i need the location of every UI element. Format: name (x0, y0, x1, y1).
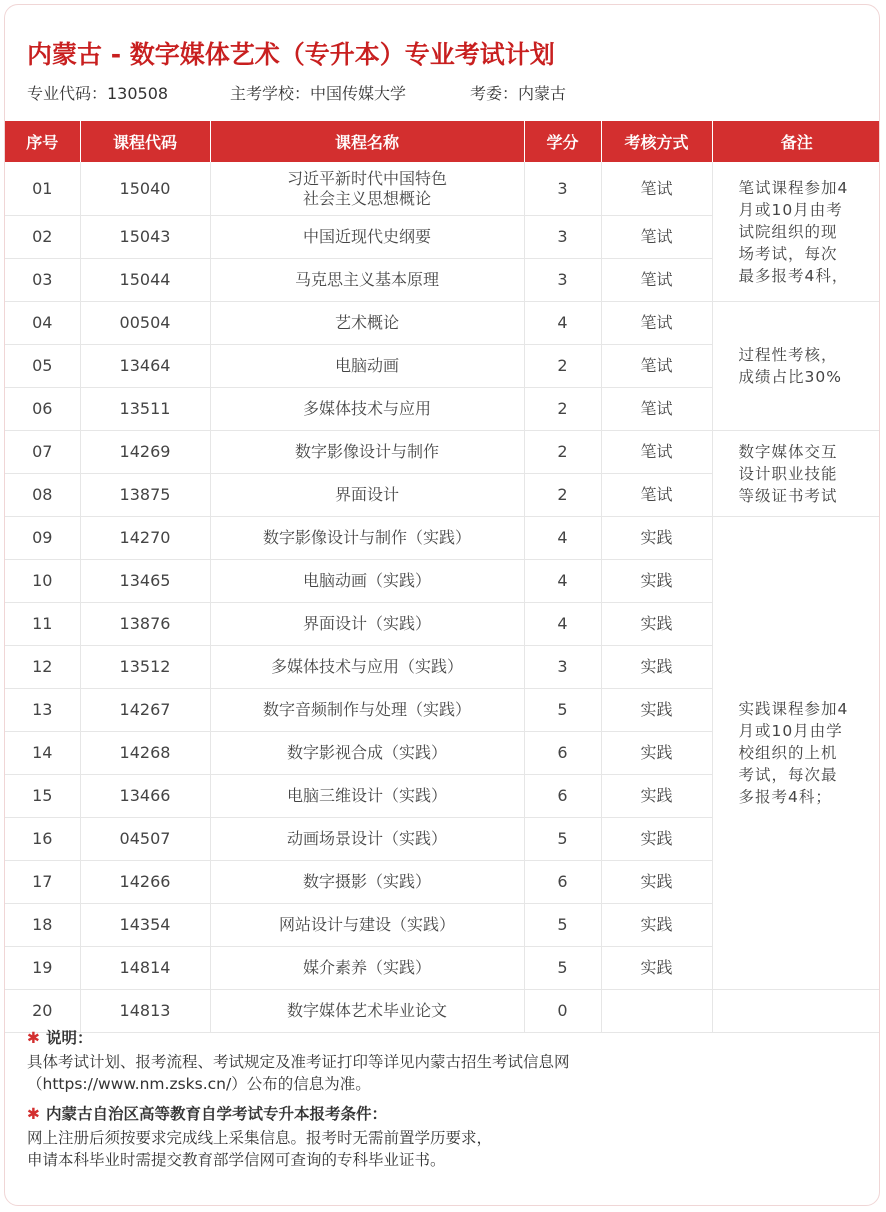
table-row (5, 431, 880, 474)
cell-method: 笔试 (601, 259, 712, 302)
remark-line: 笔试课程参加4 (738, 178, 849, 197)
cell-method: 实践 (601, 517, 712, 560)
cell-no: 08 (5, 474, 80, 517)
col-header-no: 序号 (5, 121, 80, 162)
cell-credit: 5 (524, 818, 601, 861)
cell-code: 14270 (80, 517, 210, 560)
col-header-remark: 备注 (712, 121, 880, 162)
table-row (5, 302, 880, 345)
cell-name: 电脑动画 (210, 345, 524, 388)
cell-method: 笔试 (601, 216, 712, 259)
cell-no: 13 (5, 689, 80, 732)
asterisk-icon: ✱ (27, 1105, 40, 1123)
cell-name: 数字媒体艺术毕业论文 (210, 990, 524, 1033)
cell-code: 13465 (80, 560, 210, 603)
remark-line: 最多报考4科， (738, 266, 849, 285)
cell-method: 实践 (601, 947, 712, 990)
cell-credit: 3 (524, 646, 601, 689)
cell-no: 11 (5, 603, 80, 646)
remark-line: 校组织的上机 (738, 744, 838, 762)
cell-name: 电脑三维设计（实践） (210, 775, 524, 818)
cell-no: 15 (5, 775, 80, 818)
cell-code: 15043 (80, 216, 210, 259)
cell-code: 13876 (80, 603, 210, 646)
table-row (5, 162, 880, 216)
cell-name: 马克思主义基本原理 (210, 259, 524, 302)
course-table (5, 121, 880, 1033)
cell-name (210, 162, 524, 216)
cell-code: 13466 (80, 775, 210, 818)
cell-no: 03 (5, 259, 80, 302)
cell-credit: 4 (524, 603, 601, 646)
cell-method: 实践 (601, 689, 712, 732)
cell-method: 实践 (601, 818, 712, 861)
remark-line: 数字媒体交互 (738, 442, 838, 461)
cell-credit: 5 (524, 689, 601, 732)
cell-credit: 5 (524, 904, 601, 947)
cell-credit: 2 (524, 431, 601, 474)
cell-name-line: 社会主义思想概论 (302, 188, 431, 208)
cell-name: 数字影像设计与制作（实践） (210, 517, 524, 560)
cell-code: 14269 (80, 431, 210, 474)
remark-line: 月或10月由考 (738, 200, 843, 219)
cell-credit: 5 (524, 947, 601, 990)
cell-no: 19 (5, 947, 80, 990)
cell-name: 多媒体技术与应用（实践） (210, 646, 524, 689)
cell-no: 02 (5, 216, 80, 259)
cell-code: 14354 (80, 904, 210, 947)
cell-no: 01 (5, 162, 80, 216)
cell-credit: 6 (524, 861, 601, 904)
cell-remark (712, 517, 880, 990)
table-header-row (5, 121, 880, 162)
cell-code: 04507 (80, 818, 210, 861)
cell-name: 界面设计 (210, 474, 524, 517)
cell-method: 笔试 (601, 388, 712, 431)
remark-line: 月或10月由学 (738, 722, 843, 740)
cell-credit: 4 (524, 517, 601, 560)
cell-credit: 3 (524, 162, 601, 216)
cell-method: 笔试 (601, 345, 712, 388)
cell-no: 10 (5, 560, 80, 603)
col-header-method: 考核方式 (601, 121, 712, 162)
cell-code: 14268 (80, 732, 210, 775)
asterisk-icon: ✱ (27, 1029, 40, 1047)
note-conditions-body (27, 1127, 857, 1171)
table-row (5, 517, 880, 560)
cell-name: 网站设计与建设（实践） (210, 904, 524, 947)
note-conditions-line: 网上注册后须按要求完成线上采集信息。报考时无需前置学历要求， (27, 1129, 493, 1147)
remark-line: 过程性考核， (738, 346, 838, 364)
cell-name: 数字摄影（实践） (210, 861, 524, 904)
cell-credit: 2 (524, 388, 601, 431)
cell-credit: 2 (524, 345, 601, 388)
exam-committee: 考委：内蒙古 (470, 84, 567, 103)
cell-method: 实践 (601, 603, 712, 646)
cell-code: 13512 (80, 646, 210, 689)
cell-no: 18 (5, 904, 80, 947)
host-school: 主考学校：中国传媒大学 (230, 84, 407, 103)
cell-name: 数字音频制作与处理（实践） (210, 689, 524, 732)
cell-no: 20 (5, 990, 80, 1033)
cell-no: 07 (5, 431, 80, 474)
note-conditions-line: 申请本科毕业时需提交教育部学信网可查询的专科毕业证书。 (27, 1151, 446, 1169)
cell-method: 笔试 (601, 474, 712, 517)
cell-name: 媒介素养（实践） (210, 947, 524, 990)
note-explanation-line: （https://www.nm.zsks.cn/）公布的信息为准。 (27, 1075, 371, 1093)
cell-credit: 3 (524, 259, 601, 302)
note-explanation-body (27, 1051, 857, 1095)
cell-method: 实践 (601, 904, 712, 947)
remark-line: 设计职业技能 (738, 464, 838, 483)
cell-no: 16 (5, 818, 80, 861)
cell-code: 00504 (80, 302, 210, 345)
cell-no: 12 (5, 646, 80, 689)
note-title-conditions: ✱ 内蒙古自治区高等教育自学考试专升本报考条件： (27, 1105, 388, 1123)
note-explanation-line: 具体考试计划、报考流程、考试规定及准考证打印等详见内蒙古招生考试信息网 (27, 1053, 570, 1071)
cell-no: 06 (5, 388, 80, 431)
cell-name: 动画场景设计（实践） (210, 818, 524, 861)
major-code: 专业代码：130508 (27, 84, 169, 103)
cell-remark (712, 431, 880, 517)
notes-section (27, 1027, 857, 1179)
cell-name: 中国近现代史纲要 (210, 216, 524, 259)
cell-credit: 3 (524, 216, 601, 259)
cell-name: 界面设计（实践） (210, 603, 524, 646)
cell-method: 笔试 (601, 162, 712, 216)
cell-code: 14267 (80, 689, 210, 732)
cell-code: 13875 (80, 474, 210, 517)
cell-method: 笔试 (601, 431, 712, 474)
cell-name: 多媒体技术与应用 (210, 388, 524, 431)
remark-line: 试院组织的现 (738, 222, 838, 241)
cell-no: 09 (5, 517, 80, 560)
cell-remark (712, 162, 880, 302)
cell-credit: 4 (524, 560, 601, 603)
remark-line: 成绩占比30% (738, 368, 842, 386)
cell-code: 15044 (80, 259, 210, 302)
cell-credit: 0 (524, 990, 601, 1033)
cell-name: 数字影视合成（实践） (210, 732, 524, 775)
remark-line: 等级证书考试 (738, 486, 838, 505)
cell-remark (712, 302, 880, 431)
cell-credit: 4 (524, 302, 601, 345)
page-title: 内蒙古 - 数字媒体艺术（专升本）专业考试计划 (27, 40, 555, 69)
cell-code: 14266 (80, 861, 210, 904)
cell-name: 数字影像设计与制作 (210, 431, 524, 474)
cell-method: 笔试 (601, 302, 712, 345)
cell-credit: 2 (524, 474, 601, 517)
cell-name-line: 习近平新时代中国特色 (286, 168, 447, 188)
cell-no: 04 (5, 302, 80, 345)
exam-plan-card (4, 4, 880, 1206)
cell-credit: 6 (524, 775, 601, 818)
table-body (5, 162, 880, 1033)
cell-method: 实践 (601, 560, 712, 603)
cell-name: 艺术概论 (210, 302, 524, 345)
remark-line: 实践课程参加4 (738, 700, 849, 718)
cell-code: 13511 (80, 388, 210, 431)
remark-line: 场考试，每次 (738, 244, 838, 263)
col-header-code: 课程代码 (80, 121, 210, 162)
cell-method: 实践 (601, 646, 712, 689)
note-title-explanation: ✱ 说明： (27, 1029, 93, 1047)
cell-code: 13464 (80, 345, 210, 388)
cell-method: 实践 (601, 775, 712, 818)
cell-credit: 6 (524, 732, 601, 775)
cell-method: 实践 (601, 861, 712, 904)
cell-no: 17 (5, 861, 80, 904)
cell-code: 15040 (80, 162, 210, 216)
cell-no: 14 (5, 732, 80, 775)
col-header-credit: 学分 (524, 121, 601, 162)
cell-name: 电脑动画（实践） (210, 560, 524, 603)
col-header-name: 课程名称 (210, 121, 524, 162)
cell-code: 14814 (80, 947, 210, 990)
cell-method: 实践 (601, 732, 712, 775)
cell-no: 05 (5, 345, 80, 388)
remark-line: 考试，每次最 (738, 766, 838, 784)
remark-line: 多报考4科； (738, 788, 832, 806)
cell-code: 14813 (80, 990, 210, 1033)
